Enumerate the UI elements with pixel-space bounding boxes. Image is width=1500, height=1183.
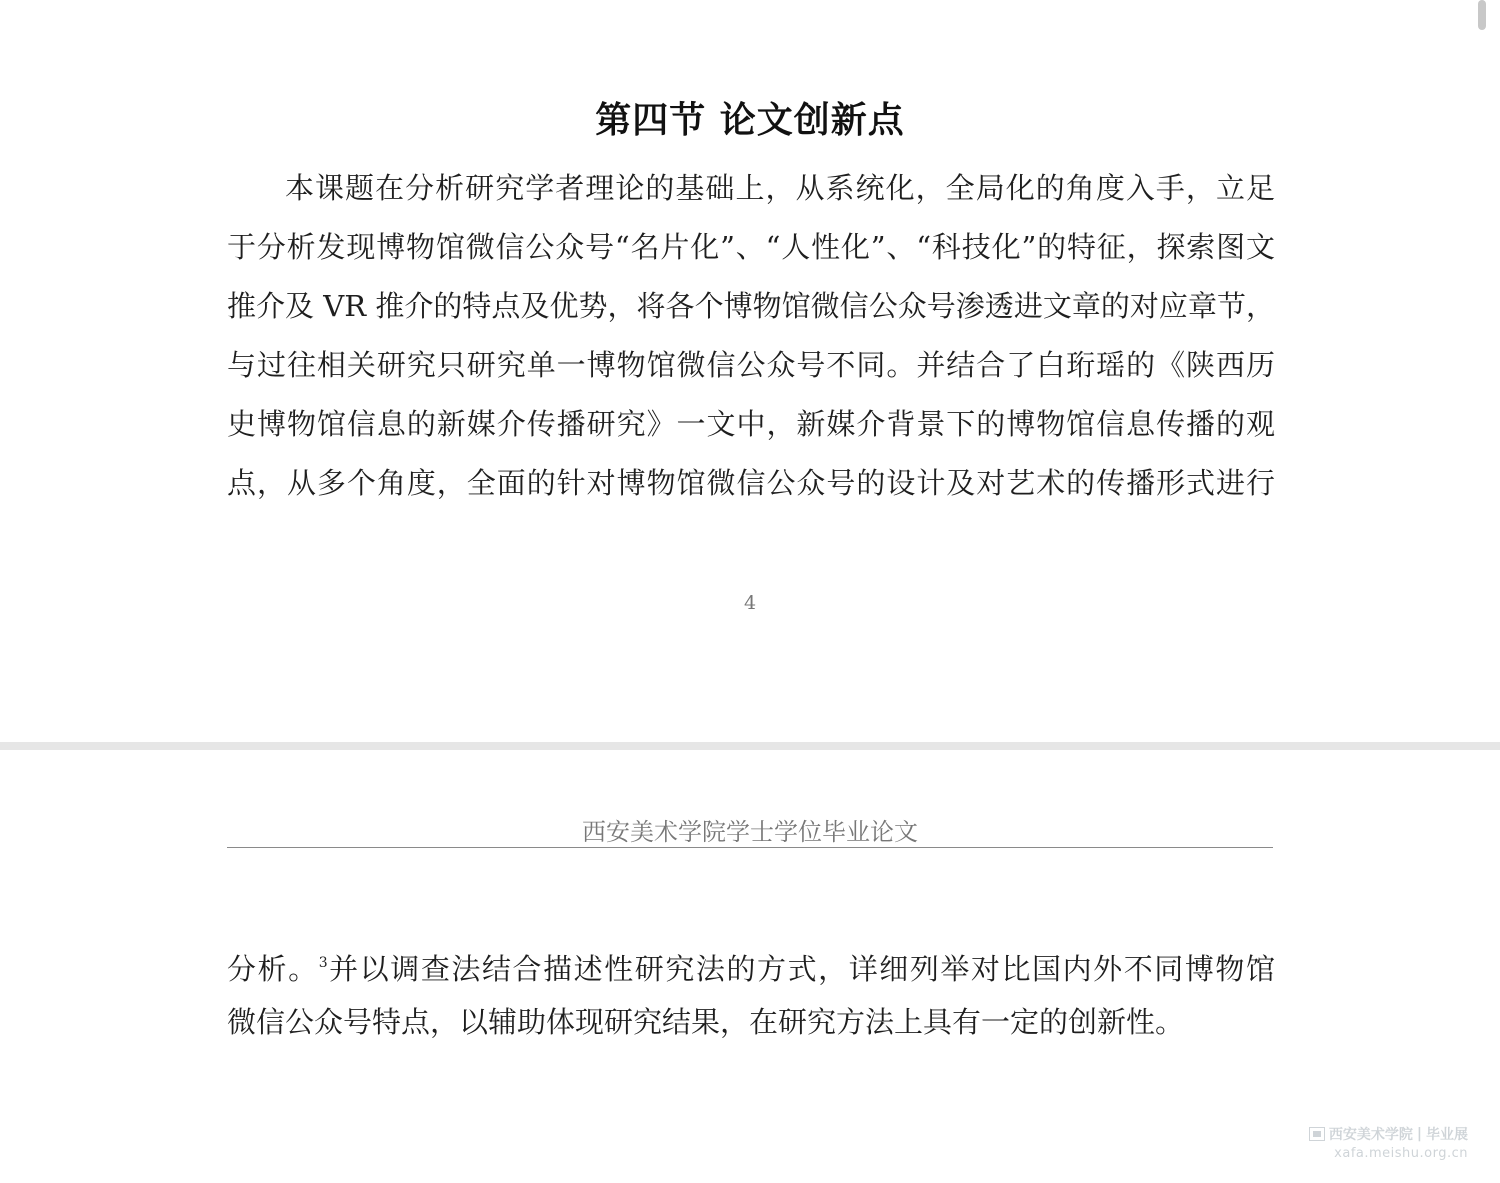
text-segment: 并以调查法结合描述性研究法的方式，详细列举对比国内外不同博物馆 [327, 952, 1275, 986]
scrollbar-thumb[interactable] [1478, 0, 1486, 30]
watermark-label: 毕业展 [1426, 1127, 1468, 1143]
watermark-brand-row [1309, 1124, 1468, 1144]
paragraph-line [227, 943, 1275, 989]
page-number: 4 [743, 592, 757, 614]
paragraph-line: 推介及 VR 推介的特点及优势，将各个博物馆微信公众号渗透进文章的对应章节， [227, 289, 1275, 323]
running-header: 西安美术学院学士学位毕业论文 [582, 818, 918, 846]
academy-logo-icon [1309, 1127, 1325, 1141]
site-watermark [1309, 1124, 1468, 1161]
text-segment: 分析。 [227, 952, 319, 986]
header-rule [227, 847, 1273, 848]
section-title: 第四节 论文创新点 [595, 100, 905, 141]
watermark-separator: | [1416, 1126, 1422, 1142]
footnote-reference[interactable]: 3 [318, 955, 328, 971]
paragraph-line: 本课题在分析研究学者理论的基础上，从系统化，全局化的角度入手，立足 [285, 171, 1275, 205]
paragraph-line: 史博物馆信息的新媒介传播研究》一文中，新媒介背景下的博物馆信息传播的观 [227, 407, 1275, 441]
watermark-url: xafa.meishu.org.cn [1334, 1146, 1468, 1161]
paragraph-line: 与过往相关研究只研究单一博物馆微信公众号不同。并结合了白珩瑶的《陕西历 [227, 348, 1275, 382]
page-divider [0, 742, 1500, 750]
paragraph-line: 点，从多个角度，全面的针对博物馆微信公众号的设计及对艺术的传播形式进行 [227, 466, 1275, 500]
paragraph-line: 微信公众号特点，以辅助体现研究结果，在研究方法上具有一定的创新性。 [227, 1005, 1185, 1039]
paragraph-line: 于分析发现博物馆微信公众号“名片化”、“人性化”、“科技化”的特征，探索图文 [227, 230, 1275, 264]
watermark-brand: 西安美术学院 [1328, 1127, 1413, 1143]
